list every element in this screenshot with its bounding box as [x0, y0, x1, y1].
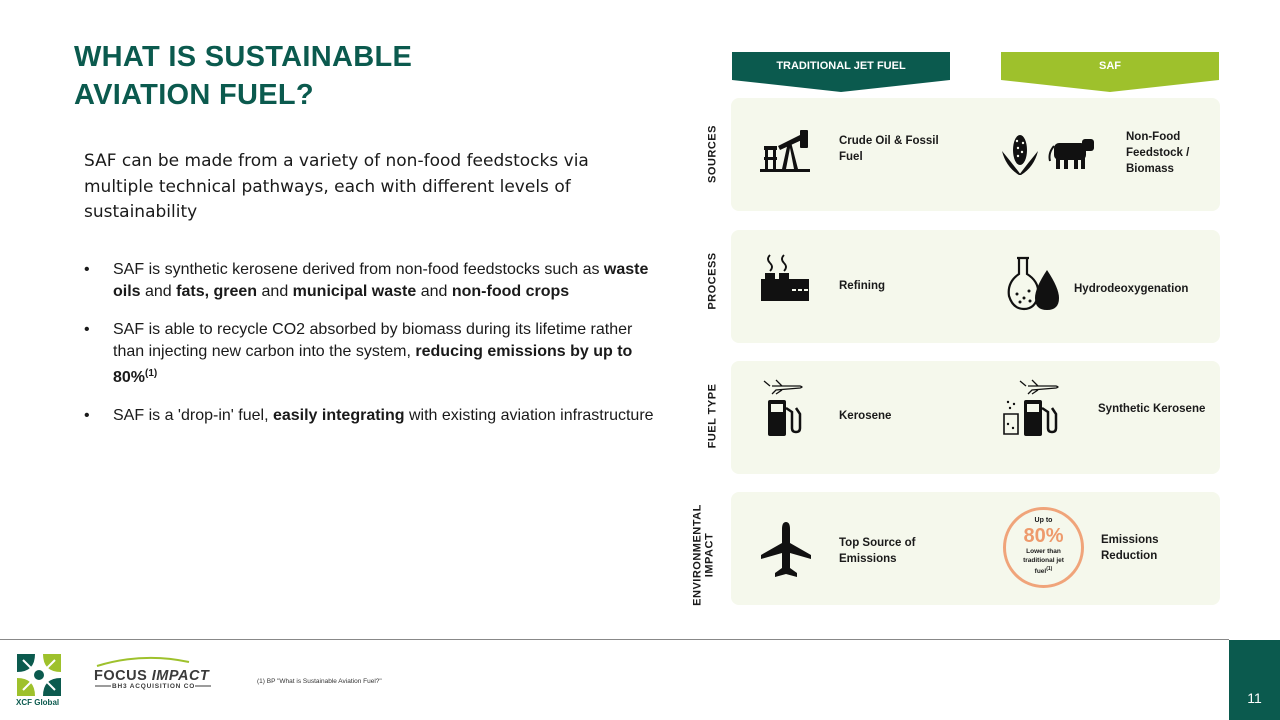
bullet-marker: • [84, 321, 90, 338]
bullet-emphasis: waste oils [113, 261, 649, 300]
emissions-reduction-badge [1003, 507, 1084, 588]
cell-sources-traditional: Crude Oil & Fossil Fuel [839, 135, 939, 163]
bullet-text: with existing aviation infrastructure [404, 407, 654, 424]
bullet-text: SAF is a 'drop-in' fuel, [113, 407, 273, 424]
bullet-text: SAF is able to recycle CO2 absorbed by biomass during its lifetime rather than injecting new carbon into the system, [113, 321, 633, 360]
page-number-box [1229, 640, 1280, 720]
badge-value: 80% [1023, 525, 1064, 547]
focus-impact-wordmark [94, 668, 209, 684]
bullet-text: and [257, 283, 293, 300]
badge-footnote-ref: (1) [1046, 566, 1053, 572]
cell-fuel-saf: Synthetic Kerosene [1098, 403, 1206, 415]
cell-sources-saf: Non-Food Feedstock / Biomass [1126, 131, 1190, 175]
bullet-marker: • [84, 407, 90, 424]
bullet-emphasis: fats, green [176, 283, 258, 300]
footnote-ref: (1) [145, 368, 158, 379]
row-label-fuel-type: FUEL TYPE [706, 383, 719, 449]
column-header-label: SAF [1099, 60, 1121, 72]
bullet-emphasis: easily integrating [272, 407, 405, 424]
bullet-item [84, 259, 659, 303]
row-label-process: PROCESS [706, 252, 719, 310]
bullet-text: and [416, 283, 452, 300]
bullet-text: SAF is synthetic kerosene derived from non-food feedstocks such as [113, 261, 604, 278]
fuel-pump-plane-icon [762, 378, 806, 438]
page-number: 11 [1247, 690, 1262, 706]
bullet-emphasis: municipal waste [292, 283, 417, 300]
page-title [74, 38, 494, 114]
intro-paragraph: SAF can be made from a variety of non-food feedstocks via multiple technical pathways, each with different levels of sustainability [84, 151, 589, 222]
row-label-sources: SOURCES [706, 125, 719, 183]
footer-divider [0, 639, 1229, 640]
bullet-emphasis: non-food crops [451, 283, 570, 300]
cell-process-traditional: Refining [839, 280, 885, 292]
header-arrow [1001, 80, 1219, 92]
cell-impact-traditional: Top Source of Emissions [839, 537, 916, 565]
synthetic-fuel-pump-icon [1000, 378, 1062, 438]
cell-fuel-traditional: Kerosene [839, 410, 892, 422]
focus-impact-subtitle: BH3 ACQUISITION CO [112, 683, 196, 690]
factory-icon [759, 253, 811, 303]
title-line-1: WHAT IS SUSTAINABLE [74, 41, 413, 73]
bullet-marker: • [84, 261, 90, 278]
bullet-item [84, 319, 659, 389]
footnote: (1) BP "What is Sustainable Aviation Fuel?" [257, 678, 382, 685]
bullet-item [84, 405, 659, 427]
airplane-icon [760, 521, 812, 579]
focus-word: FOCUS [94, 668, 152, 684]
column-header-traditional [732, 52, 950, 80]
column-header-saf [1001, 52, 1219, 80]
corn-cow-icon [998, 133, 1098, 177]
badge-line-2: traditional jet [1023, 557, 1064, 564]
flask-drop-icon [1005, 256, 1063, 312]
bullet-emphasis: reducing emissions by up to 80% [113, 343, 633, 386]
xcf-global-label: XCF Global [16, 698, 60, 707]
header-arrow [732, 80, 950, 92]
bullet-text: and [140, 283, 177, 300]
bullet-list [84, 259, 659, 443]
cell-impact-saf: Emissions Reduction [1101, 534, 1159, 562]
cell-process-saf: Hydrodeoxygenation [1074, 283, 1189, 295]
row-label-line: IMPACT [703, 532, 716, 578]
badge-line-1: Lower than [1026, 548, 1061, 555]
row-label-line: ENVIRONMENTAL [691, 504, 704, 606]
impact-word: IMPACT [151, 668, 210, 684]
badge-line-3: fuel [1034, 568, 1047, 576]
oil-pump-icon [758, 128, 812, 174]
title-line-2: AVIATION FUEL? [74, 79, 314, 111]
column-header-label: TRADITIONAL JET FUEL [776, 60, 906, 72]
badge-upto: Up to [1034, 517, 1053, 524]
row-label-impact [692, 499, 716, 612]
xcf-global-logo [15, 652, 63, 698]
